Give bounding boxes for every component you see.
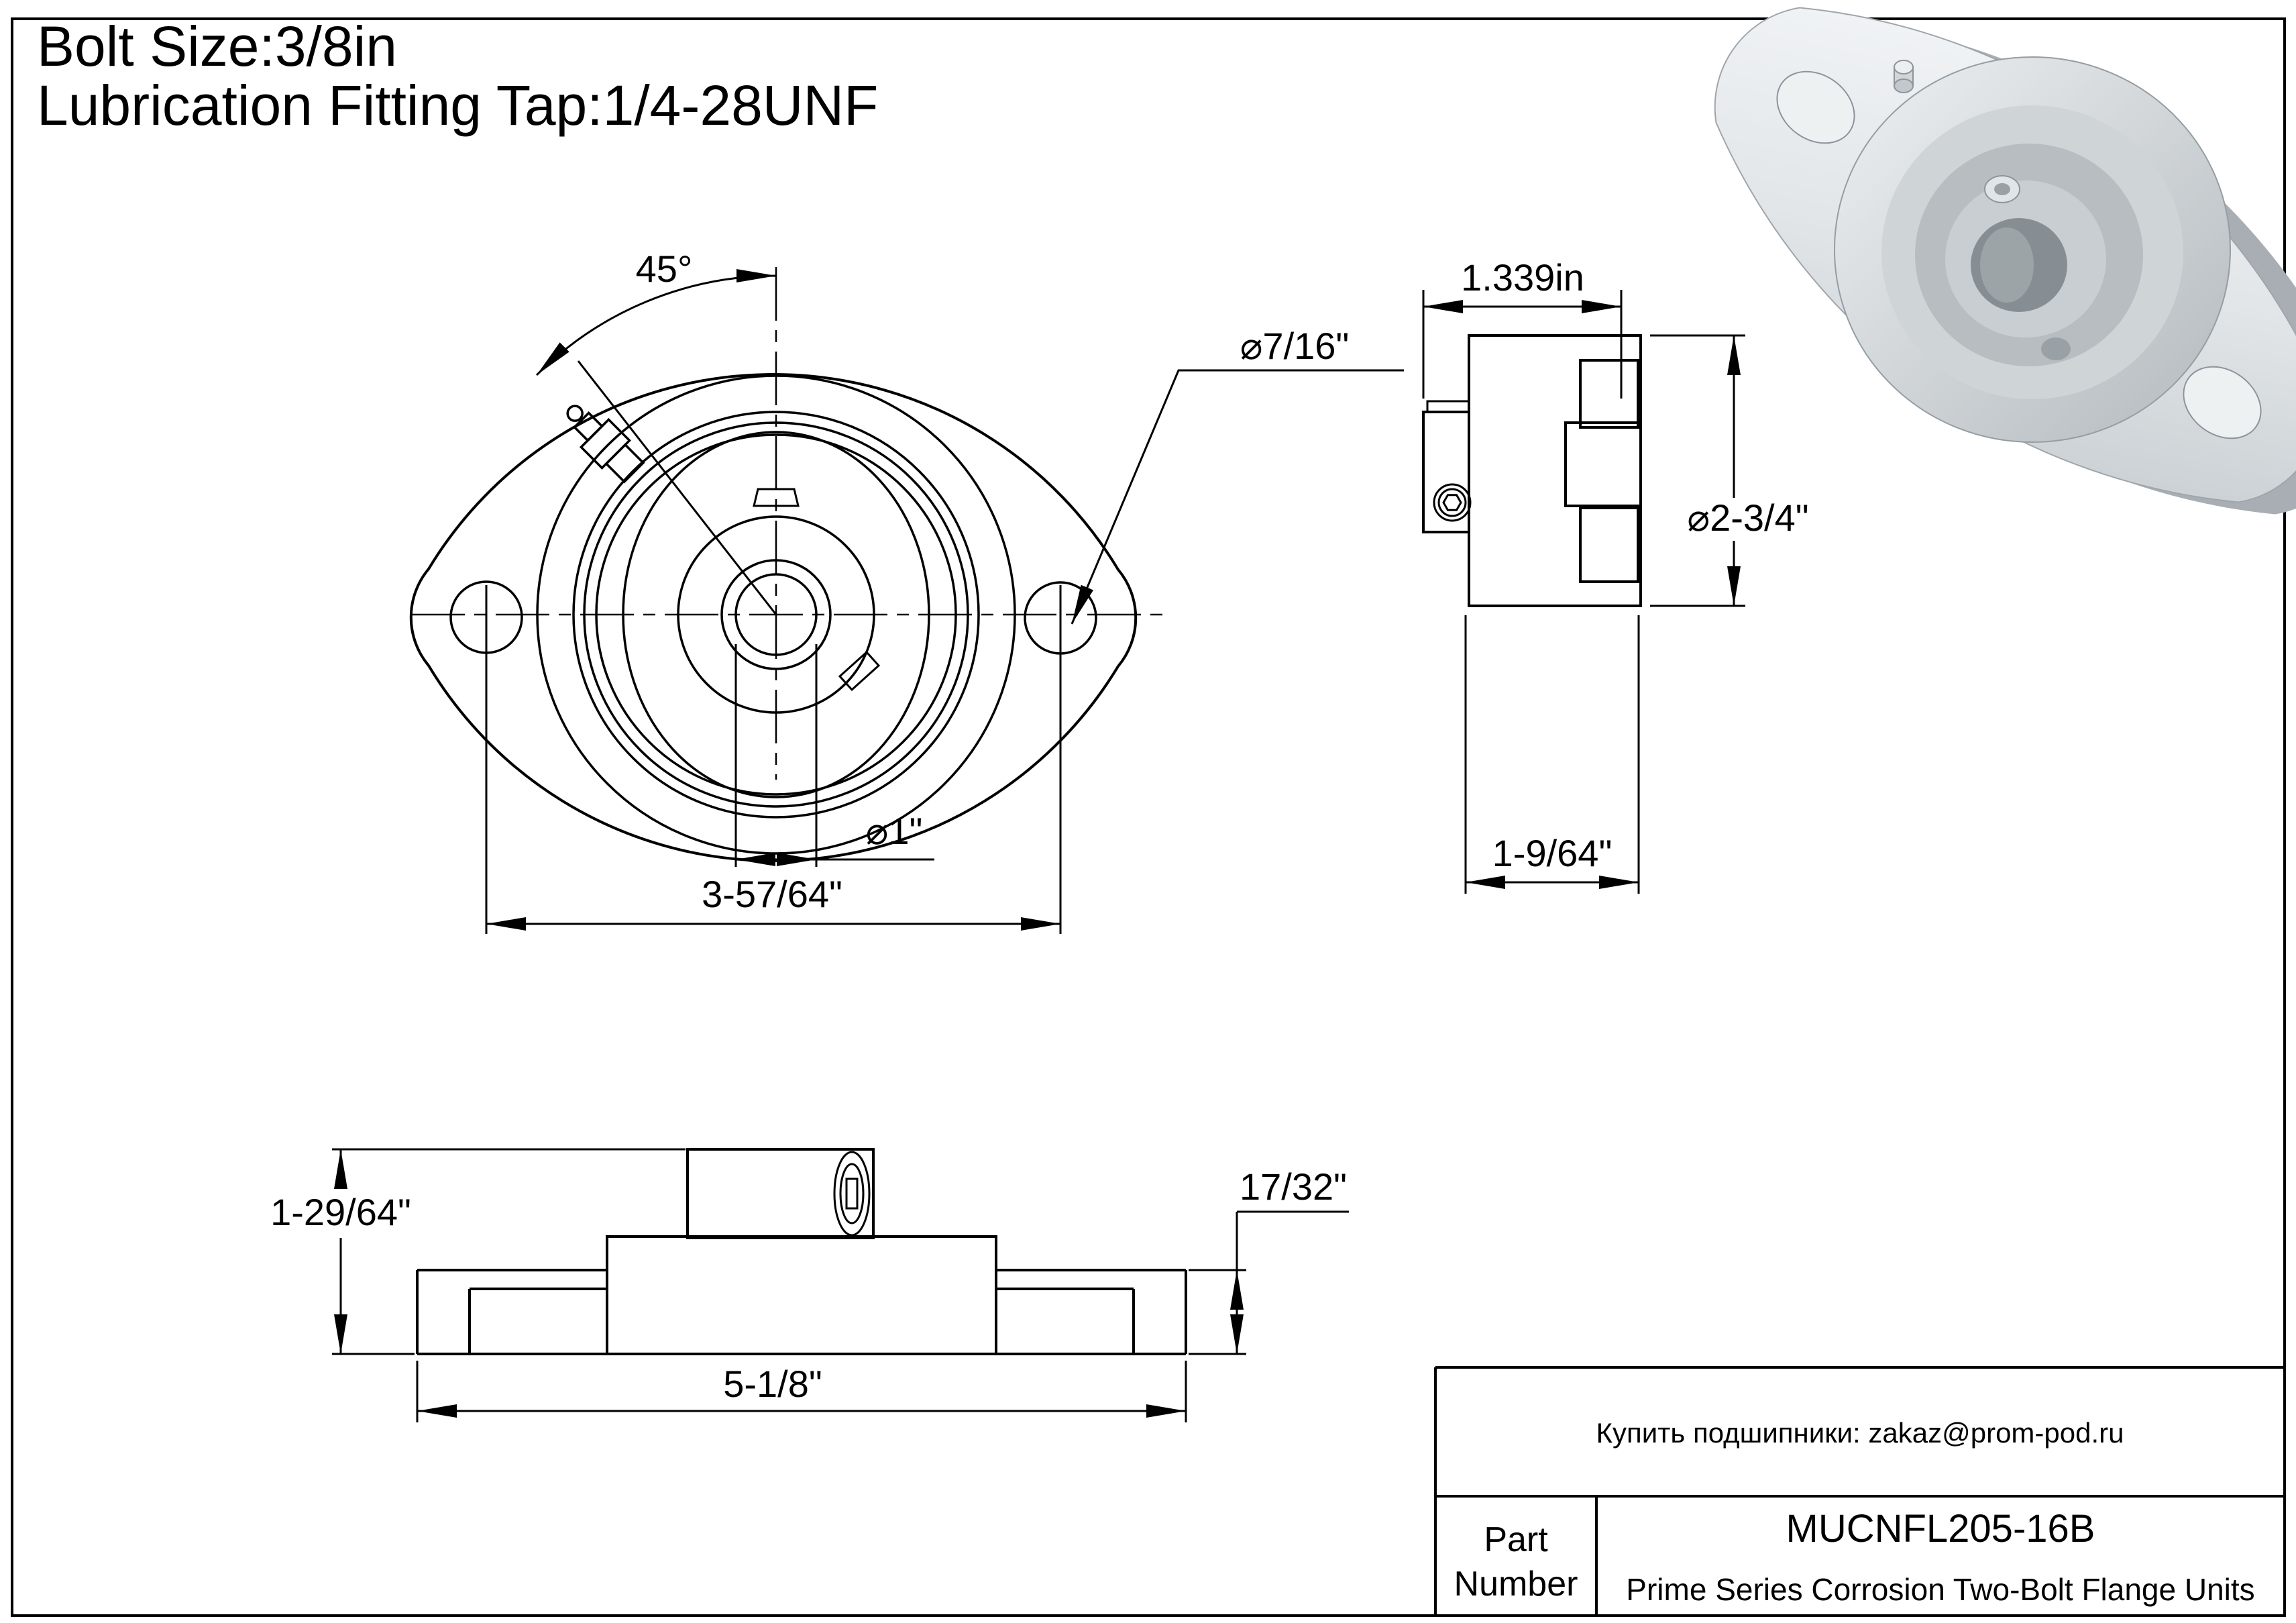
lubrication-tap-note: Lubrication Fitting Tap:1/4-28UNF <box>37 74 879 137</box>
bore-dia-label: ⌀1" <box>865 810 923 852</box>
bolt-spacing-label: 3-57/64" <box>702 873 842 915</box>
side-width-label: 1.339in <box>1461 256 1584 299</box>
overall-length-label: 5-1/8" <box>723 1363 822 1405</box>
contact-text: Купить подшипники: zakaz@prom-pod.ru <box>1596 1417 2124 1449</box>
base-height-label: 17/32" <box>1239 1165 1348 1208</box>
render-grease-fitting <box>1894 60 1913 93</box>
height-label: 1-29/64" <box>270 1191 411 1233</box>
part-number-caption-line1: Part <box>1484 1520 1548 1559</box>
bolt-hole-dia-label: ⌀7/16" <box>1240 325 1350 367</box>
angle-dim-label: 45° <box>635 248 693 290</box>
bolt-size-note: Bolt Size:3/8in <box>37 15 397 78</box>
part-number-value: MUCNFL205-16B <box>1786 1507 2095 1551</box>
housing-width-label: 1-9/64" <box>1492 832 1612 874</box>
flange-dia-label: ⌀2-3/4" <box>1687 496 1809 539</box>
part-number-caption-line2: Number <box>1454 1565 1578 1604</box>
product-series: Prime Series Corrosion Two-Bolt Flange Units <box>1626 1572 2255 1607</box>
render-housing <box>1835 57 2230 442</box>
